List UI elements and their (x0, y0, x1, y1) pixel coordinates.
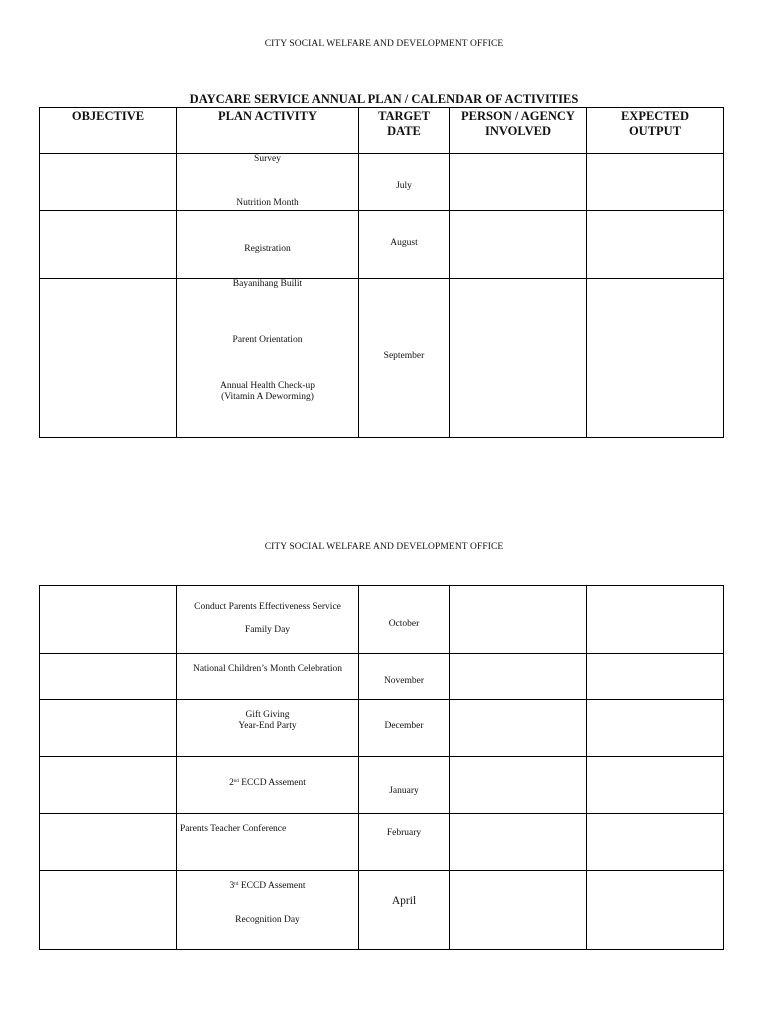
activity-table-page2 (39, 585, 724, 950)
col-objective: OBJECTIVE (40, 108, 177, 154)
table-row (40, 154, 724, 211)
activity-cell (177, 871, 359, 950)
activity-cell (177, 814, 359, 871)
activity-cell (177, 586, 359, 654)
activity-text: Registration (244, 244, 291, 254)
objective-cell (40, 211, 177, 279)
plan-title: DAYCARE SERVICE ANNUAL PLAN / CALENDAR OF ACTIVITIES (189, 92, 579, 106)
objective-cell (40, 871, 177, 950)
table-row (40, 757, 724, 814)
activity-text: 3rd ECCD Assement (229, 881, 306, 891)
output-cell (587, 154, 724, 211)
date-cell (359, 654, 450, 700)
activity-table-page1 (39, 107, 724, 438)
target-date: July (396, 181, 412, 191)
col-target-date: TARGET DATE (359, 108, 450, 154)
date-cell (359, 279, 450, 438)
target-date: October (388, 619, 420, 629)
target-date: February (386, 828, 422, 838)
person-cell (450, 279, 587, 438)
activity-cell (177, 279, 359, 438)
table-row (40, 279, 724, 438)
activity-cell (177, 757, 359, 814)
target-date: November (383, 676, 425, 686)
table-row (40, 871, 724, 950)
date-cell (359, 871, 450, 950)
date-cell (359, 700, 450, 757)
date-cell (359, 154, 450, 211)
date-cell (359, 757, 450, 814)
activity-text: Nutrition Month (236, 198, 299, 208)
date-cell (359, 586, 450, 654)
target-date: April (391, 895, 417, 907)
objective-cell (40, 654, 177, 700)
output-cell (587, 586, 724, 654)
table-row (40, 700, 724, 757)
col-plan-activity: PLAN ACTIVITY (177, 108, 359, 154)
activity-cell (177, 211, 359, 279)
activity-text: Family Day (244, 625, 291, 635)
target-date: September (383, 351, 425, 361)
activity-text: (Vitamin A Deworming) (221, 392, 314, 402)
col-expected-output: EXPECTED OUTPUT (587, 108, 724, 154)
table-row (40, 814, 724, 871)
target-date: January (389, 786, 419, 796)
person-cell (450, 757, 587, 814)
activity-text: 2nd ECCD Assement (229, 778, 306, 788)
activity-text: National Children’s Month Celebration (192, 664, 343, 674)
output-cell (587, 211, 724, 279)
table-row (40, 211, 724, 279)
table-row (40, 654, 724, 700)
activity-text: Survey (254, 154, 281, 164)
activity-cell (177, 154, 359, 211)
office-header-page2: CITY SOCIAL WELFARE AND DEVELOPMENT OFFICE (264, 542, 504, 552)
output-cell (587, 279, 724, 438)
person-cell (450, 154, 587, 211)
person-cell (450, 211, 587, 279)
objective-cell (40, 279, 177, 438)
table-header-row (40, 108, 724, 154)
person-cell (450, 814, 587, 871)
target-date: August (390, 238, 418, 248)
office-header: CITY SOCIAL WELFARE AND DEVELOPMENT OFFICE (264, 39, 504, 49)
objective-cell (40, 757, 177, 814)
person-cell (450, 654, 587, 700)
person-cell (450, 871, 587, 950)
date-cell (359, 211, 450, 279)
activity-text: Recognition Day (235, 915, 300, 925)
col-person-agency: PERSON / AGENCY INVOLVED (450, 108, 587, 154)
output-cell (587, 654, 724, 700)
person-cell (450, 586, 587, 654)
objective-cell (40, 154, 177, 211)
output-cell (587, 814, 724, 871)
target-date: December (384, 721, 424, 731)
activity-text: Bayanihang Builit (232, 279, 303, 289)
output-cell (587, 700, 724, 757)
activity-cell (177, 700, 359, 757)
date-cell (359, 814, 450, 871)
activity-text: Parents Teacher Conference (180, 824, 287, 834)
objective-cell (40, 700, 177, 757)
activity-text: Parent Orientation (232, 335, 303, 345)
activity-text: Annual Health Check-up (220, 381, 315, 391)
activity-cell (177, 654, 359, 700)
objective-cell (40, 814, 177, 871)
table-row (40, 586, 724, 654)
activity-text: Conduct Parents Effectiveness Service (194, 602, 341, 612)
activity-text: Year-End Party (238, 721, 297, 731)
output-cell (587, 757, 724, 814)
person-cell (450, 700, 587, 757)
objective-cell (40, 586, 177, 654)
activity-text: Gift Giving (245, 710, 290, 720)
output-cell (587, 871, 724, 950)
